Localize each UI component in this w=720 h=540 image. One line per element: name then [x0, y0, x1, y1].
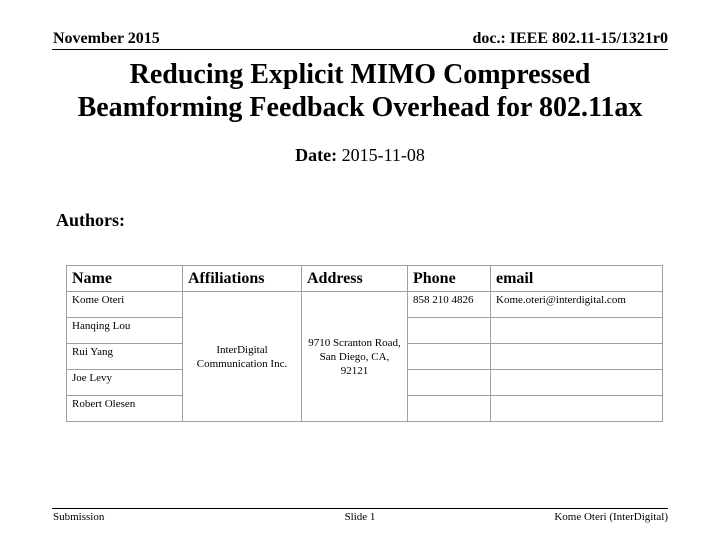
phone-cell: 858 210 4826: [408, 292, 491, 318]
authors-label: Authors:: [56, 210, 126, 230]
title-line-2: Beamforming Feedback Overhead for 802.11ax: [77, 92, 643, 123]
footer-rule: [52, 508, 668, 509]
phone-cell: [408, 370, 491, 396]
date-label: Date:: [295, 145, 338, 165]
author-name: Rui Yang: [67, 344, 183, 370]
author-name: Hanqing Lou: [67, 318, 183, 344]
slide-date: [0, 145, 720, 166]
table-header-row: [67, 266, 663, 292]
footer-author: Kome Oteri (InterDigital): [554, 511, 668, 523]
email-cell: Kome.oteri@interdigital.com: [491, 292, 663, 318]
author-name: Joe Levy: [67, 370, 183, 396]
header-address: Address: [302, 266, 408, 292]
header-doc-id: doc.: IEEE 802.11-15/1321r0: [472, 30, 668, 47]
date-value: 2015-11-08: [341, 145, 425, 165]
email-cell: [491, 318, 663, 344]
author-name: Kome Oteri: [67, 292, 183, 318]
authors-table: [66, 265, 663, 422]
header-email: email: [491, 266, 663, 292]
author-name: Robert Olesen: [67, 396, 183, 422]
table-row: [67, 292, 663, 318]
footer-slide-number: Slide 1: [344, 511, 376, 523]
slide-title: [40, 58, 680, 124]
header-affiliations: Affiliations: [183, 266, 302, 292]
header-rule: [52, 49, 668, 50]
email-cell: [491, 370, 663, 396]
header-phone: Phone: [408, 266, 491, 292]
address-cell: 9710 Scranton Road, San Diego, CA, 92121: [302, 292, 408, 422]
affiliation-cell: InterDigital Communication Inc.: [183, 292, 302, 422]
footer-submission: Submission: [53, 511, 105, 523]
title-line-1: Reducing Explicit MIMO Compressed: [129, 59, 591, 90]
email-cell: [491, 396, 663, 422]
header-date: November 2015: [53, 30, 160, 47]
phone-cell: [408, 318, 491, 344]
header-name: Name: [67, 266, 183, 292]
phone-cell: [408, 396, 491, 422]
email-cell: [491, 344, 663, 370]
phone-cell: [408, 344, 491, 370]
